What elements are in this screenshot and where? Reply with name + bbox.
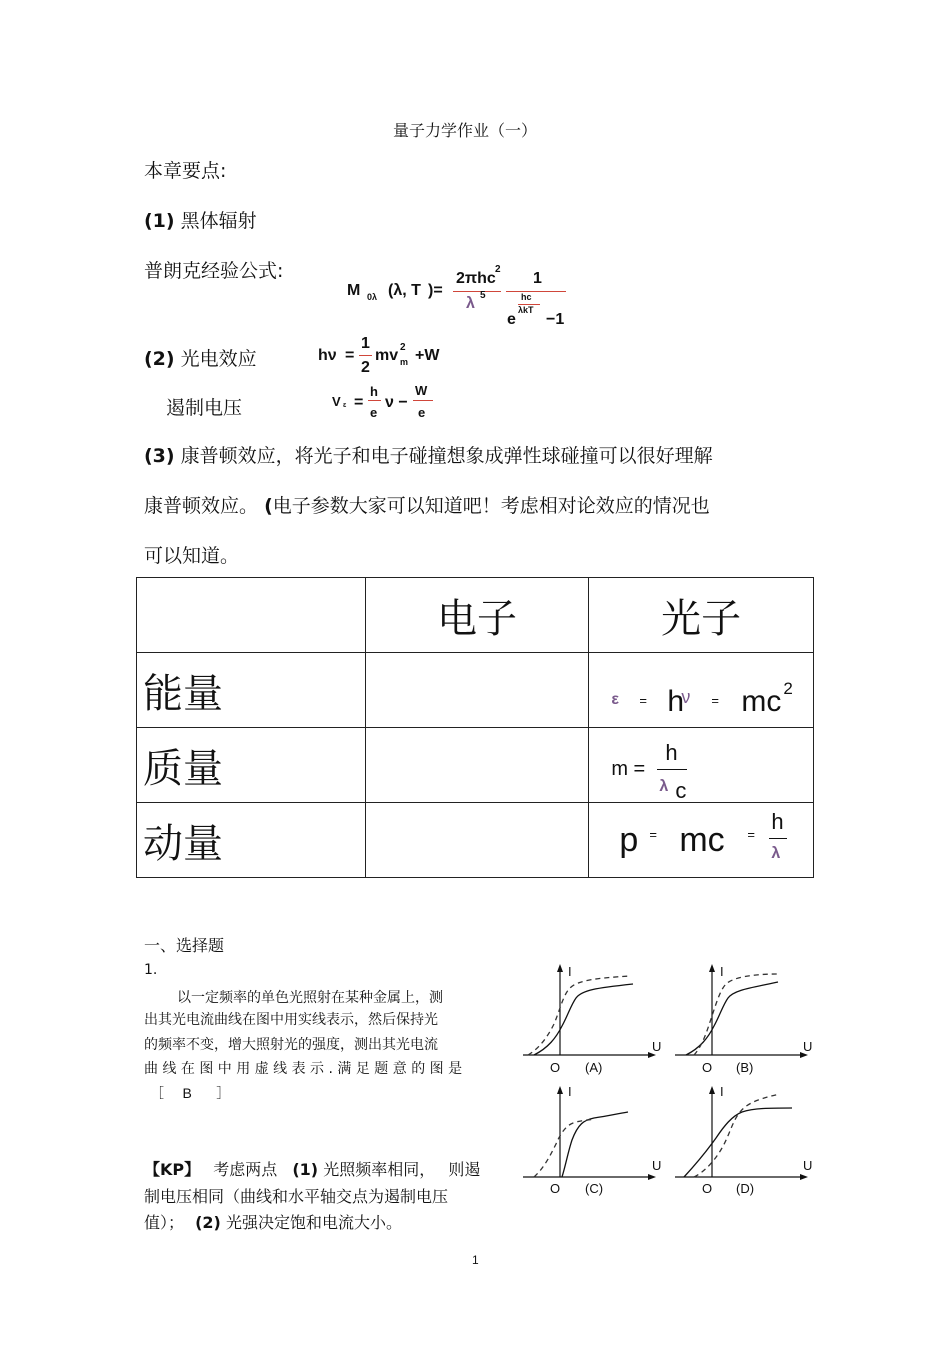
plot-b-x-label: U: [803, 1039, 813, 1054]
planck-den1-exp: 5: [480, 290, 486, 301]
photon-mass-lambda: λ: [659, 778, 669, 795]
photon-energy-eq1: =: [639, 693, 647, 708]
plot-b-y-arrow: [709, 964, 715, 972]
row-label-mass: 质量: [137, 728, 366, 803]
plot-c-origin: O: [550, 1181, 561, 1196]
plot-a-solid-curve: [534, 984, 633, 1055]
planck-sub: 0λ: [367, 292, 378, 302]
question-number: 1.: [144, 962, 158, 978]
planck-num1: 2πhc: [456, 270, 496, 287]
section-3-line-3: 可以知道。: [144, 545, 240, 567]
photon-energy-cell: [589, 653, 814, 728]
plot-a-y-label: I: [568, 964, 572, 979]
table-row-momentum: [137, 803, 814, 878]
kp-number-1: (1): [292, 1160, 319, 1179]
section-3-text-2a: 康普顿效应。: [144, 495, 259, 517]
electron-momentum-cell: [365, 803, 589, 878]
photon-momentum-p: p: [619, 821, 639, 859]
plot-b-origin: O: [702, 1060, 713, 1075]
section-2-heading: [144, 344, 257, 371]
photo-frac-den: 2: [361, 359, 370, 376]
planck-close: )=: [428, 282, 443, 299]
kp-tag: 【KP】: [144, 1160, 201, 1179]
photo-rest-sub: m: [400, 357, 409, 367]
plot-c-x-arrow: [648, 1174, 656, 1180]
table-row-energy: [137, 653, 814, 728]
plot-a-y-arrow: [557, 964, 563, 972]
photon-mass-c: c: [675, 778, 687, 803]
planck-den2-e: e: [507, 311, 516, 328]
photon-energy-nu: ν: [681, 687, 691, 707]
stop-lhs-sub: ε: [343, 402, 347, 409]
table-header-empty: [137, 578, 366, 653]
section-2-number: (2): [144, 348, 175, 370]
plot-b-solid-curve: [686, 982, 778, 1055]
photon-mass-m: m =: [611, 758, 646, 780]
answer-bracket-left: ［: [150, 1086, 164, 1102]
stop-f2-num: W: [415, 383, 428, 398]
row-label-energy: 能量: [137, 653, 366, 728]
planck-args: (λ, T: [388, 282, 421, 299]
photon-energy-h: h: [667, 685, 685, 718]
photon-momentum-eq2: =: [747, 827, 755, 842]
plot-c-y-arrow: [557, 1086, 563, 1094]
photon-energy-eq2: =: [711, 693, 719, 708]
answer-value: B: [182, 1085, 192, 1101]
photon-momentum-cell: [589, 803, 814, 878]
plot-d-x-label: U: [803, 1158, 813, 1173]
stopping-voltage-label: 遏制电压: [166, 397, 243, 419]
photo-rest: mv: [375, 347, 399, 364]
stop-nu: ν −: [385, 394, 408, 411]
kp-number-2: (2): [195, 1213, 221, 1232]
planck-label: 普朗克经验公式:: [144, 260, 284, 282]
planck-m: M: [347, 282, 361, 299]
section-1-heading: [144, 206, 257, 233]
stop-eq: =: [354, 394, 364, 411]
stop-f1-den: e: [370, 405, 378, 420]
section-choice-heading: 一、选择题: [144, 936, 225, 955]
section-3-text-1: 康普顿效应，将光子和电子碰撞想象成弹性球碰撞可以很好理解: [180, 445, 713, 467]
planck-exp-num: hc: [521, 292, 532, 302]
stop-f2-den: e: [418, 405, 426, 420]
page-title: 量子力学作业（一）: [392, 121, 537, 140]
photo-frac-num: 1: [361, 335, 370, 352]
plot-c-solid-curve: [562, 1112, 628, 1177]
kp-text-3: 则遏: [448, 1160, 481, 1179]
photo-lhs: hν: [318, 347, 337, 364]
row-label-momentum: 动量: [137, 803, 366, 878]
kp-text-4: 值）；: [144, 1213, 185, 1232]
plot-d-origin: O: [702, 1181, 713, 1196]
question-line-4: 曲 线 在 图 中 用 虚 线 表 示 . 满 足 题 意 的 图 是: [144, 1061, 463, 1077]
plot-a-label: (A): [585, 1060, 603, 1075]
key-points-heading: 本章要点:: [144, 160, 227, 182]
plot-d-dashed-curve: [694, 1094, 780, 1177]
photon-energy-epsilon: ε: [611, 691, 619, 708]
section-3-line-2: [144, 491, 710, 518]
plot-b-y-label: I: [720, 964, 724, 979]
kp-line-2: 制电压相同（曲线和水平轴交点为遏制电压: [144, 1187, 449, 1206]
kp-line-1: [144, 1157, 480, 1180]
photo-rest-exp: 2: [400, 342, 406, 353]
section-2-text: 光电效应: [180, 348, 257, 370]
photo-plus: +W: [415, 347, 440, 364]
section-1-number: (1): [144, 210, 175, 232]
photon-momentum-mc: mc: [679, 821, 725, 859]
kp-line-3: [144, 1210, 402, 1233]
planck-exp-den: λkT: [518, 305, 534, 315]
kp-text-2: 光照频率相同，: [323, 1160, 436, 1179]
page-number: 1: [472, 1253, 479, 1267]
stop-lhs: V: [332, 394, 341, 409]
plot-a-x-label: U: [652, 1039, 662, 1054]
section-3-paren: (: [264, 495, 273, 517]
question-line-1: 以一定频率的单色光照射在某种金属上，测: [177, 990, 443, 1006]
kp-text-1: 考虑两点: [213, 1160, 278, 1179]
kp-text-5: 光强决定饱和电流大小。: [225, 1213, 402, 1232]
plot-c-label: (C): [585, 1181, 604, 1196]
question-line-3: 的频率不变，增大照射光的强度，测出其光电流: [144, 1037, 438, 1053]
plot-d-solid-curve: [684, 1108, 792, 1177]
photon-energy-mc: mc: [741, 685, 782, 718]
table-header-photon: 光子: [589, 578, 814, 653]
photon-energy-exp: 2: [783, 679, 793, 698]
planck-num2: 1: [533, 270, 542, 287]
planck-den2-rest: −1: [546, 311, 565, 328]
electron-energy-cell: [365, 653, 589, 728]
plot-b-dashed-curve: [694, 974, 778, 1055]
table-header-electron: 电子: [365, 578, 589, 653]
plot-d-label: (D): [736, 1181, 755, 1196]
answer-bracket: [150, 1083, 230, 1103]
photon-momentum-eq1: =: [649, 827, 657, 842]
stop-f1-num: h: [370, 384, 378, 399]
plot-c-x-label: U: [652, 1158, 662, 1173]
photon-momentum-den: λ: [771, 845, 781, 862]
section-3-line-1: [144, 441, 713, 468]
photo-eq: =: [345, 347, 355, 364]
section-1-text: 黑体辐射: [180, 210, 257, 232]
plot-d-y-label: I: [720, 1084, 724, 1099]
plot-c-y-label: I: [568, 1084, 572, 1099]
comparison-table: [136, 577, 814, 878]
question-line-2: 出其光电流曲线在图中用实线表示，然后保持光: [144, 1012, 438, 1028]
section-3-text-2c: 电子参数大家可以知道吧！考虑相对论效应的情况也: [272, 495, 710, 517]
plot-d-x-arrow: [800, 1174, 808, 1180]
plot-a-dashed-curve: [528, 976, 630, 1055]
plot-b-label: (B): [736, 1060, 754, 1075]
planck-den1: λ: [466, 295, 475, 312]
plot-a-origin: O: [550, 1060, 561, 1075]
answer-bracket-right: ］: [216, 1086, 231, 1102]
photon-mass-cell: [589, 728, 814, 803]
planck-num1-exp: 2: [495, 264, 501, 275]
table-header-row: [137, 578, 814, 653]
photon-mass-num: h: [665, 740, 678, 765]
section-3-number: (3): [144, 445, 175, 467]
plot-d-y-arrow: [709, 1086, 715, 1094]
photon-momentum-num: h: [771, 809, 784, 834]
table-row-mass: [137, 728, 814, 803]
electron-mass-cell: [365, 728, 589, 803]
